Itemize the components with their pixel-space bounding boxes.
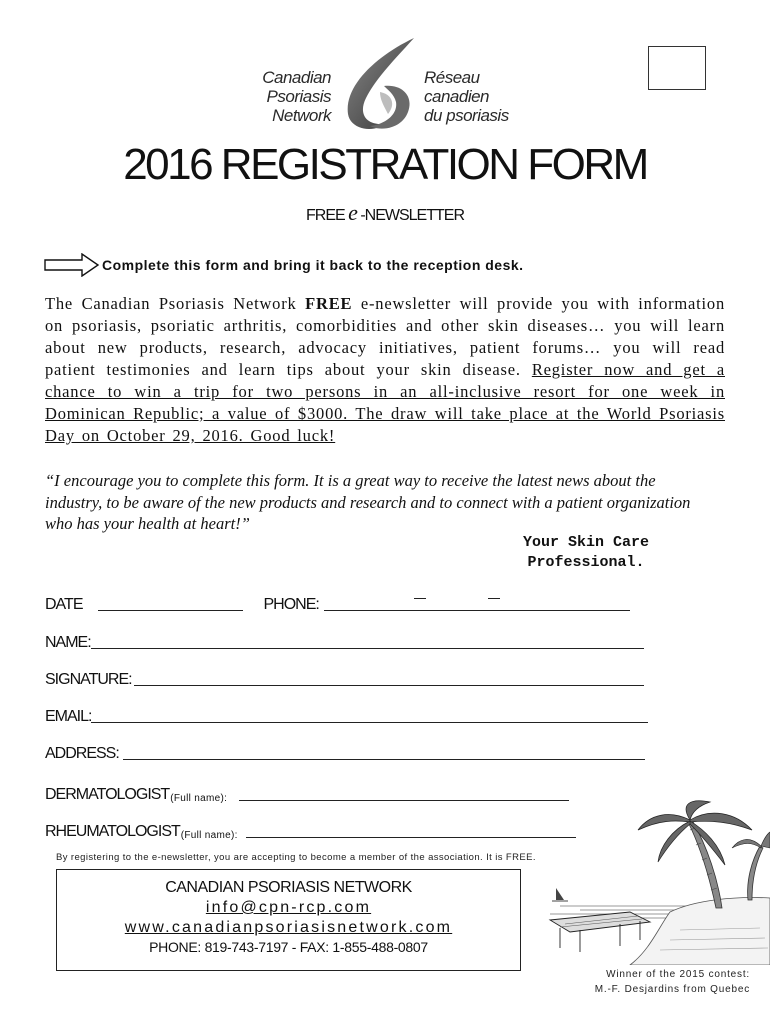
quote-signoff: Your Skin Care Professional. (522, 534, 650, 571)
date-field[interactable] (98, 610, 243, 611)
consent-note: By registering to the e-newsletter, you are accepting to become a member of the association. It is FREE. (56, 852, 536, 863)
rheumatologist-row (45, 823, 576, 841)
logo-text-english: Canadian Psoriasis Network (262, 68, 331, 125)
contact-email-link[interactable]: info@cpn-rcp.com (205, 899, 372, 916)
phone-label: PHONE: (263, 596, 319, 613)
testimonial-quote: “I encourage you to complete this form. It is a great way to receive the latest news about the industry, to be aware of the new products and research and to connect with a patient organization who has your health at heart!” (45, 471, 691, 533)
winner-note: Winner of the 2015 contest: M.-F. Desjardins from Quebec (594, 969, 750, 995)
phone-field[interactable] (324, 610, 630, 611)
name-label: NAME: (45, 634, 91, 651)
contact-phones: PHONE: 819-743-7197 - FAX: 1-855-488-0807 (149, 939, 428, 955)
email-label: EMAIL: (45, 708, 92, 725)
contest-text: Register now and get a chance to win a trip for two persons in an all-inclusive resort for one week in Dominican Republic; a value of $3000. The draw will take place at the World Psoriasis Day on October 29, 2016. Good luck! (45, 360, 725, 445)
address-row (45, 745, 645, 763)
signature-label: SIGNATURE: (45, 671, 132, 688)
logo-text-french: Réseau canadien du psoriasis (424, 68, 509, 125)
name-field[interactable] (91, 648, 644, 649)
dermatologist-label: DERMATOLOGIST (45, 786, 170, 803)
address-field[interactable] (123, 759, 645, 760)
signature-field[interactable] (134, 685, 644, 686)
dermatologist-note: (Full name): (170, 793, 228, 804)
email-row (45, 708, 648, 726)
rheumatologist-label: RHEUMATOLOGIST (45, 823, 180, 840)
contact-box (56, 869, 521, 971)
logo-swirl-icon (336, 36, 424, 134)
instruction-text: Complete this form and bring it back to the reception desk. (102, 257, 524, 273)
beach-palm-illustration (520, 800, 770, 965)
right-arrow-icon (44, 253, 100, 277)
dermatologist-row (45, 786, 569, 804)
instruction-row (44, 253, 524, 277)
email-field[interactable] (91, 722, 648, 723)
date-phone-row (45, 596, 630, 614)
contact-website-link[interactable]: www.canadianpsoriasisnetwork.com (124, 919, 453, 936)
name-row (45, 634, 644, 652)
form-subtitle: FREE e -NEWSLETTER (305, 200, 464, 225)
cpn-logo (250, 36, 520, 134)
signature-row (45, 671, 644, 689)
form-title: 2016 REGISTRATION FORM (123, 140, 647, 189)
intro-paragraph: The Canadian Psoriasis Network FREE e-newsletter will provide you with information on psoriasis, psoriatic arthritis, comorbidities and other skin diseases… you will learn about new products, research, advocacy initiatives, patient forums… you will read patient testimonies and learn tips about your skin disease. Register now and get a chance to win a trip for two persons in an all-inclusive resort for one week in Dominican Republic; a value of $3000. The draw will take place at the World Psoriasis Day on October 29, 2016. Good luck! (45, 294, 725, 445)
contact-org-name: CANADIAN PSORIASIS NETWORK (165, 879, 412, 896)
rheumatologist-note: (Full name): (180, 830, 238, 841)
stamp-box (648, 46, 706, 90)
date-label: DATE (45, 596, 83, 613)
address-label: ADDRESS: (45, 745, 119, 762)
